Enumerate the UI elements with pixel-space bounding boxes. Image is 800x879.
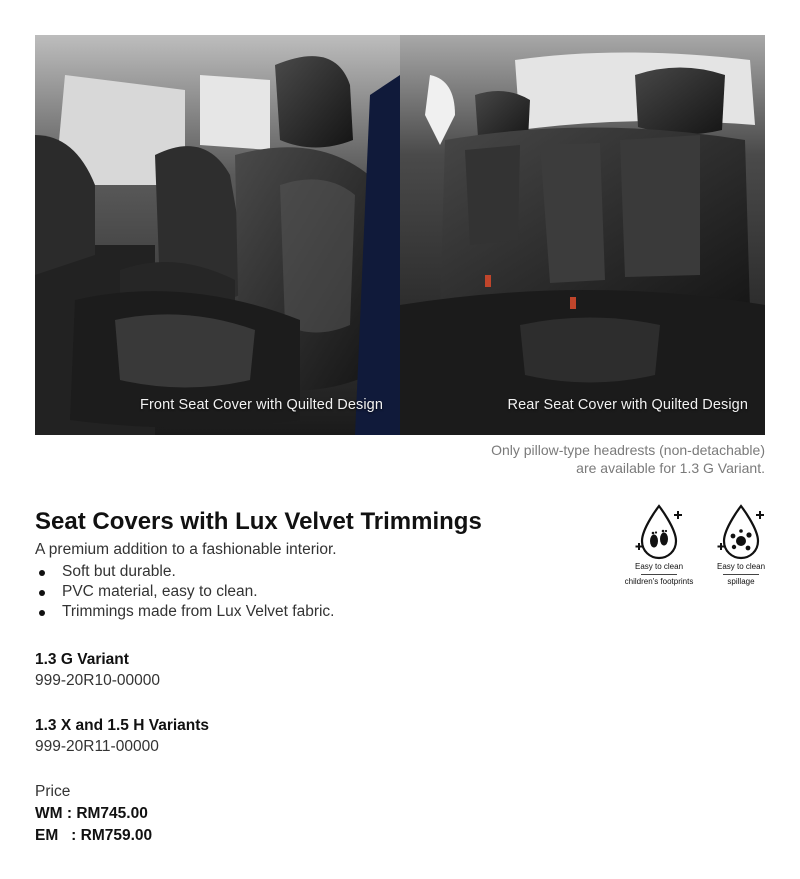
- badge-divider: [723, 574, 759, 575]
- price-em: EM : RM759.00: [35, 827, 153, 844]
- product-title: Seat Covers with Lux Velvet Trimmings: [35, 508, 482, 535]
- feature-list: [35, 562, 334, 622]
- seat-cover-gallery: [35, 35, 765, 435]
- variant-name: 1.3 G Variant: [35, 651, 129, 668]
- part-number: 999-20R10-00000: [35, 672, 160, 689]
- rear-seat-image: [400, 35, 765, 435]
- price-wm: WM : RM745.00: [35, 805, 148, 822]
- headrest-note-line-2: are available for 1.3 G Variant.: [576, 460, 765, 476]
- bullet-icon: [39, 570, 45, 576]
- price-block: [35, 781, 152, 847]
- bullet-icon: [39, 590, 45, 596]
- badge-line-2: spillage: [727, 577, 755, 586]
- badge-line-1: Easy to clean: [634, 562, 684, 571]
- badge-spillage: [704, 503, 778, 587]
- badge-footprints: [622, 503, 696, 587]
- rear-seat-photo: [400, 35, 765, 435]
- badge-line-2: children's footprints: [624, 577, 694, 586]
- feature-item: [35, 602, 334, 622]
- rear-seat-caption: Rear Seat Cover with Quilted Design: [507, 397, 748, 413]
- badge-divider: [641, 574, 677, 575]
- variant-g: [35, 649, 160, 691]
- headrest-note-line-1: Only pillow-type headrests (non-detachable): [491, 442, 765, 458]
- feature-text: Trimmings made from Lux Velvet fabric.: [62, 603, 335, 620]
- part-number: 999-20R11-00000: [35, 738, 159, 755]
- front-seat-image: [35, 35, 400, 435]
- feature-text: PVC material, easy to clean.: [62, 583, 258, 600]
- headrest-note: [491, 441, 765, 477]
- variant-x-h: [35, 715, 209, 757]
- product-intro: A premium addition to a fashionable interior.: [35, 541, 337, 558]
- feature-item: [35, 582, 334, 602]
- footprints-drop-icon: [634, 503, 684, 561]
- feature-text: Soft but durable.: [62, 563, 176, 580]
- front-seat-photo: [35, 35, 400, 435]
- price-label: Price: [35, 783, 71, 800]
- easy-clean-badges: [620, 503, 770, 598]
- feature-item: [35, 562, 334, 582]
- bullet-icon: [39, 610, 45, 616]
- variant-name: 1.3 X and 1.5 H Variants: [35, 717, 210, 734]
- front-seat-caption: Front Seat Cover with Quilted Design: [140, 397, 383, 413]
- badge-line-1: Easy to clean: [716, 562, 766, 571]
- spill-drop-icon: [716, 503, 766, 561]
